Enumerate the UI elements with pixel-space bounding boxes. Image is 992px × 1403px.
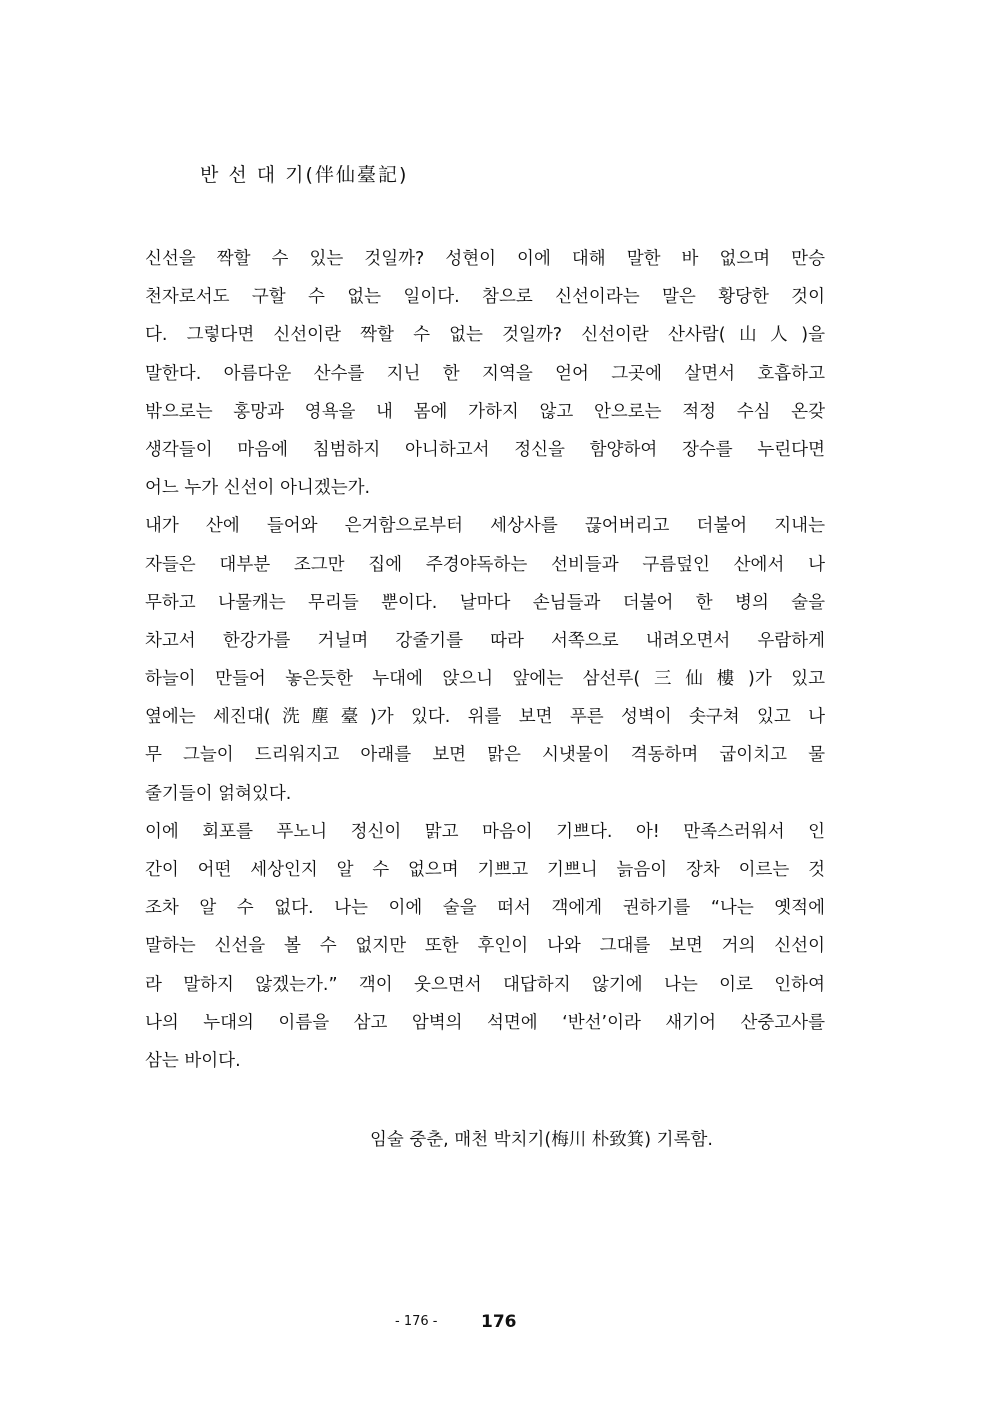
- text-line: 줄기들이 얽혀있다.: [145, 783, 292, 804]
- text-line: 무하고 나물캐는 무리들 뿐이다. 날마다 손님들과 더불어 한 병의 술을: [145, 592, 825, 613]
- document-title: 반 선 대 기(伴仙臺記): [200, 164, 409, 186]
- text-line: 밖으로는 홍망과 영욕을 내 몸에 가하지 않고 안으로는 적정 수심 온갖: [145, 401, 825, 422]
- text-line: 조차 알 수 없다. 나는 이에 술을 떠서 객에게 권하기를 “나는 옛적에: [145, 898, 825, 919]
- text-line: 간이 어떤 세상인지 알 수 없으며 기쁘고 기쁘니 늙음이 장차 이르는 것: [145, 860, 825, 880]
- signature: 임술 중춘, 매천 박치기(梅川 朴致箕) 기록함.: [370, 1130, 713, 1150]
- page-number-footer: - 176 -: [395, 1314, 438, 1329]
- text-line: 생각들이 마음에 침범하지 아니하고서 정신을 함양하여 장수를 누린다면: [145, 439, 825, 460]
- text-line: 이에 회포를 푸노니 정신이 맑고 마음이 기쁘다. 아! 만족스러워서 인: [145, 821, 825, 842]
- body-text: [145, 240, 825, 1080]
- text-line: 무 그늘이 드리워지고 아래를 보면 맑은 시냇물이 격동하며 굽이치고 물: [145, 745, 825, 766]
- text-line: 말한다. 아름다운 산수를 지닌 한 지역을 얻어 그곳에 살면서 호흡하고: [145, 363, 825, 384]
- text-line: 자들은 대부분 조그만 집에 주경야독하는 선비들과 구름덮인 산에서 나: [145, 554, 825, 575]
- text-line: 말하는 신선을 볼 수 없지만 또한 후인이 나와 그대를 보면 거의 신선이: [145, 936, 825, 957]
- text-line: 다. 그렇다면 신선이란 짝할 수 없는 것일까? 신선이란 산사람(山人)을: [145, 325, 825, 346]
- page-number: 176: [481, 1312, 517, 1332]
- text-line: 신선을 짝할 수 있는 것일까? 성현이 이에 대해 말한 바 없으며 만승: [145, 249, 825, 269]
- text-line: 나의 누대의 이름을 삼고 암벽의 석면에 ‘반선’이라 새기어 산중고사를: [145, 1012, 825, 1033]
- text-line: 차고서 한강가를 거닐며 강줄기를 따라 서쪽으로 내려오면서 우람하게: [145, 630, 825, 651]
- text-line: 라 말하지 않겠는가.” 객이 웃으면서 대답하지 않기에 나는 이로 인하여: [145, 974, 825, 995]
- text-line: 내가 산에 들어와 은거함으로부터 세상사를 끊어버리고 더불어 지내는: [145, 516, 825, 537]
- text-line: 천자로서도 구할 수 없는 일이다. 참으로 신선이라는 말은 황당한 것이: [145, 287, 825, 308]
- text-line: 하늘이 만들어 놓은듯한 누대에 앉으니 앞에는 삼선루(三仙樓)가 있고: [145, 669, 825, 690]
- text-line: 삼는 바이다.: [145, 1050, 241, 1071]
- text-line: 옆에는 세진대(洗塵臺)가 있다. 위를 보면 푸른 성벽이 솟구쳐 있고 나: [145, 707, 825, 728]
- text-line: 어느 누가 신선이 아니겠는가.: [145, 478, 371, 499]
